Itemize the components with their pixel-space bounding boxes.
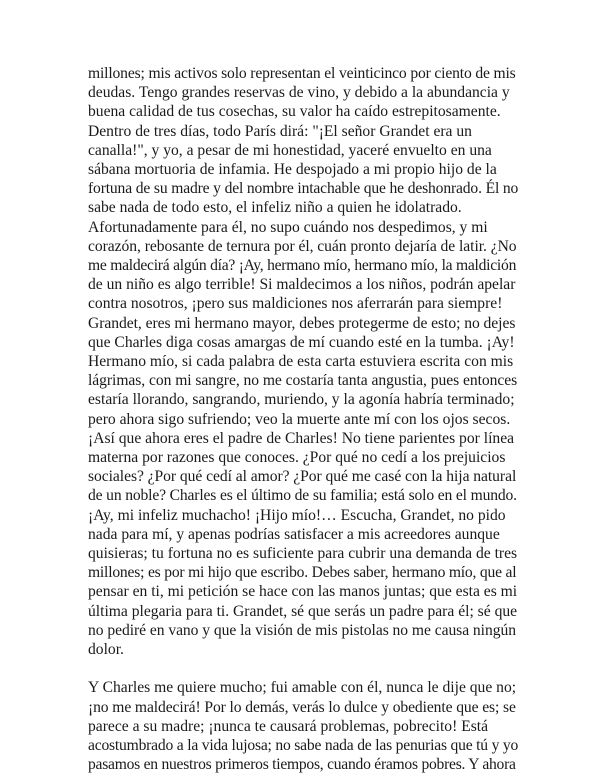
text-line: materna por razones que conoces. ¿Por qué no cedí a los prejuicios — [88, 449, 506, 467]
text-line: sociales? ¿Por qué cedí al amor? ¿Por qué me casé con la hija natural — [88, 468, 517, 486]
text-line: pero ahora sigo sufriendo; veo la muerte ante mí con los ojos secos. — [88, 410, 511, 428]
text-line: ¡Ay, mi infeliz muchacho! ¡Hijo mío!… Escucha, Grandet, no pido — [88, 506, 506, 524]
text-line: sabe nada de todo esto, el infeliz niño a quien he idolatrado. — [88, 199, 462, 217]
text-line: me maldecirá algún día? ¡Ay, hermano mío, hermano mío, la maldición — [88, 257, 517, 275]
text-line: deudas. Tengo grandes reservas de vino, y debido a la abundancia y — [88, 84, 510, 102]
text-line: dolor. — [88, 641, 124, 659]
body-paragraph — [88, 678, 518, 774]
text-line: millones; es por mi hijo que escribo. Debes saber, hermano mío, que al — [88, 564, 517, 582]
text-line: fortuna de su madre y del nombre intachable que he deshonrado. Él no — [88, 180, 519, 198]
text-line: que Charles diga cosas amargas de mí cuando esté en la tumba. ¡Ay! — [88, 333, 515, 351]
text-line: de un niño es algo terrible! Si maldecimos a los niños, podrán apelar — [88, 276, 516, 294]
text-line: contra nosotros, ¡pero sus maldiciones nos aferrarán para siempre! — [88, 295, 503, 313]
text-line: ¡Así que ahora eres el padre de Charles! No tiene parientes por línea — [88, 429, 515, 447]
text-line: Grandet, eres mi hermano mayor, debes protegerme de esto; no dejes — [88, 314, 516, 332]
text-line: millones; mis activos solo representan el veinticinco por ciento de mis — [88, 65, 516, 82]
text-line: lágrimas, con mi sangre, no me costaría tanta angustia, pues entonces — [88, 372, 518, 390]
text-line: ¡no me maldecirá! Por lo demás, verás lo dulce y obediente que es; se — [88, 698, 516, 716]
text-line: acostumbrado a la vida lujosa; no sabe nada de las penurias que tú y yo — [88, 736, 519, 754]
text-line: pensar en ti, mi petición se hace con las manos juntas; que esta es mi — [88, 583, 518, 601]
text-line: quisieras; tu fortuna no es suficiente para cubrir una demanda de tres — [88, 545, 518, 563]
text-line: canalla!", y yo, a pesar de mi honestidad, yaceré envuelto en una — [88, 141, 492, 159]
text-line: estaría llorando, sangrando, muriendo, y la agonía habría terminado; — [88, 391, 515, 409]
text-line: nada para mí, y apenas podrías satisfacer a mis acreedores aunque — [88, 525, 500, 543]
text-line: buena calidad de tus cosechas, su valor ha caído estrepitosamente. — [88, 103, 501, 121]
body-paragraph — [88, 64, 518, 659]
text-line: parece a su madre; ¡nunca te causará problemas, pobrecito! Está — [88, 717, 489, 735]
text-line: Afortunadamente para él, no supo cuándo nos despedimos, y mi — [88, 218, 488, 236]
text-line: Hermano mío, si cada palabra de esta carta estuviera escrita con mis — [88, 353, 514, 371]
text-line: sábana mortuoria de infamia. He despojado a mi propio hijo de la — [88, 161, 497, 179]
text-line: de un noble? Charles es el último de su familia; está solo en el mundo. — [88, 487, 517, 505]
document-page — [88, 64, 518, 774]
text-line: Y Charles me quiere mucho; fui amable con él, nunca le dije que no; — [88, 679, 517, 697]
text-line: última plegaria para ti. Grandet, sé que serás un padre para él; sé que — [88, 602, 518, 620]
text-line: corazón, rebosante de ternura por él, cuán pronto dejaría de latir. ¿No — [88, 237, 517, 255]
text-line: Dentro de tres días, todo París dirá: "¡El señor Grandet era un — [88, 122, 472, 140]
text-line: no pediré en vano y que la visión de mis pistolas no me causa ningún — [88, 621, 516, 639]
text-line: pasamos en nuestros primeros tiempos, cuando éramos pobres. Y ahora — [88, 756, 516, 774]
